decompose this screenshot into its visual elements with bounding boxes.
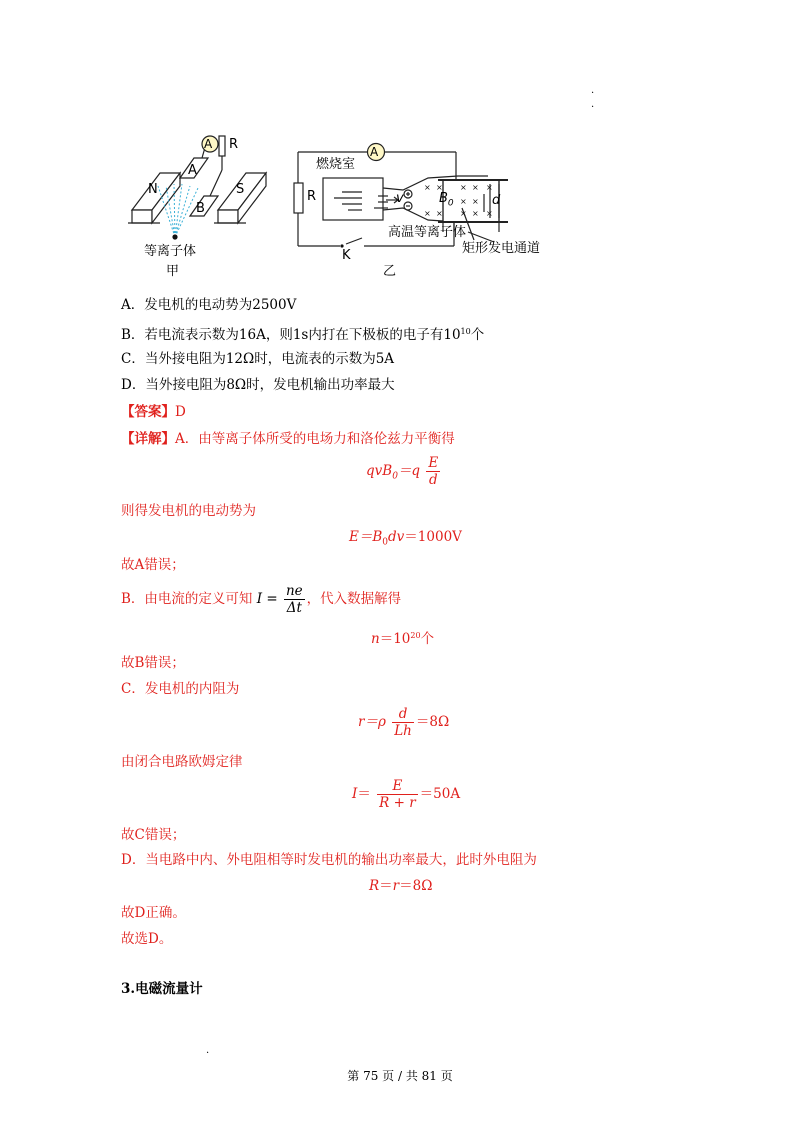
detail-label: 【详解】 [121,431,175,447]
equation-electron-count [371,627,434,648]
field-subscript: 0 [447,198,454,209]
eq3-b: ＝10 [379,631,411,647]
equation-force-balance [366,455,442,488]
answer-line [121,403,186,421]
eq6-a: R [369,878,380,894]
eq4-rhs: ＝8Ω [415,714,450,730]
caption-yi: 乙 [383,264,397,279]
eq3-sup: 20 [410,631,421,640]
b-eq-lhs: I = [256,591,278,607]
figure-drawing [118,128,568,288]
svg-text:×: × [436,183,443,192]
svg-text:×: × [472,197,479,206]
eq2-d: ＝1000V [404,529,462,545]
plate-a-label: A [188,163,197,178]
field-symbol: B [439,191,448,206]
resistor-label-jia: R [229,137,239,152]
option-b-exponent: 10 [460,327,471,336]
eq3-c: 个 [420,631,435,647]
eq6-d: ＝8Ω [399,878,433,894]
option-b-text: B．若电流表示数为16A，则1s内打在下极板的电子有10 [121,327,461,343]
equation-external-resistance [369,877,432,895]
detail-b-post: ，代入数据解得 [306,591,402,607]
corner-dot: . [591,99,595,110]
magnet-s-label: S [236,182,245,197]
eq5-lhs: I [352,786,358,802]
option-a: A．发电机的电动势为2500V [121,297,297,313]
eq5-rhs: ＝50A [419,786,461,802]
svg-text:×: × [472,183,479,192]
detail-ohm: 由闭合电路欧姆定律 [121,754,243,770]
b-eq-denominator: Δt [286,600,302,616]
eq1-mid: ＝q [397,463,421,479]
section-heading: 3.电磁流量计 [121,981,203,997]
eq1-denominator: d [428,472,438,488]
svg-text:×: × [436,209,443,218]
plate-b-label: B [196,201,205,216]
detail-a-text: A．由等离子体所受的电场力和洛伦兹力平衡得 [175,431,455,447]
eq3-a: n [371,631,380,647]
detail-a-wrong: 故A错误； [121,557,185,573]
option-d: D．当外接电阻为8Ω时，发电机输出功率最大 [121,377,395,393]
gap-label: d [492,193,501,208]
detail-c-intro: C．发电机的内阻为 [121,681,240,697]
resistor-label-yi: R [307,189,317,204]
corner-dot: . [591,85,595,96]
plasma-label-jia: 等离子体 [144,244,197,259]
option-b [121,323,484,344]
combustion-chamber-label: 燃烧室 [316,157,356,172]
eq2-b: ＝B [358,529,383,545]
svg-text:×: × [424,209,431,218]
ammeter-label-yi: A [370,145,379,159]
detail-b-intro [121,583,401,616]
equation-emf [349,528,462,552]
eq2-sub: 0 [382,537,389,548]
field-label [439,192,454,211]
detail-choose: 故选D。 [121,931,173,947]
eq2-c: dv [388,529,405,545]
velocity-label: v [396,191,404,206]
option-c: C．当外接电阻为12Ω时，电流表的示数为5A [121,351,395,367]
detail-b-pre: B．由电流的定义可知 [121,591,253,607]
answer-value: D [175,404,186,420]
svg-text:×: × [486,209,493,218]
eq4-denominator: Lh [394,723,412,739]
generator-figure [118,128,568,288]
eq1-fraction [426,455,440,488]
b-eq-numerator: ne [285,583,303,599]
eq1-left: qvB [366,463,393,479]
equation-internal-resistance [358,706,449,739]
svg-text:×: × [460,209,467,218]
switch-label: K [342,248,351,263]
svg-text:×: × [486,183,493,192]
eq4-numerator: d [392,706,414,723]
caption-jia: 甲 [166,264,180,279]
b-eq-fraction [284,583,305,616]
eq5-fraction [377,778,418,811]
eq4-lhs: r [358,714,365,730]
plasma-label-yi: 高温等离子体 [388,225,467,240]
eq2-a: E [349,529,359,545]
detail-c-wrong: 故C错误； [121,827,186,843]
svg-text:×: × [424,183,431,192]
svg-text:×: × [460,197,467,206]
detail-a-intro [121,430,455,448]
option-b-unit: 个 [470,327,485,343]
eq5-eq: ＝ [357,786,371,802]
eq6-b: ＝ [379,878,393,894]
detail-then: 则得发电机的电动势为 [121,503,256,519]
detail-d-intro: D．当电路中内、外电阻相等时发电机的输出功率最大，此时外电阻为 [121,852,537,868]
magnet-n-label: N [148,182,158,197]
equation-current [352,778,460,811]
eq4-fraction [392,706,414,739]
eq5-numerator: E [377,778,418,795]
svg-text:×: × [460,183,467,192]
detail-d-right: 故D正确。 [121,905,186,921]
eq4-mid: ＝ρ [364,714,386,730]
ammeter-label-jia: A [204,137,213,151]
eq6-c: r [392,878,400,894]
eq1-numerator: E [428,455,439,471]
svg-text:×: × [472,209,479,218]
eq1-sub: 0 [392,471,398,482]
page-footer: 第 75 页 / 共 81 页 [347,1069,453,1083]
channel-label: 矩形发电通道 [462,241,541,256]
corner-dot: . [206,1045,210,1056]
eq5-denominator: R + r [379,795,416,811]
answer-label: 【答案】 [121,404,175,420]
detail-b-wrong: 故B错误； [121,655,185,671]
